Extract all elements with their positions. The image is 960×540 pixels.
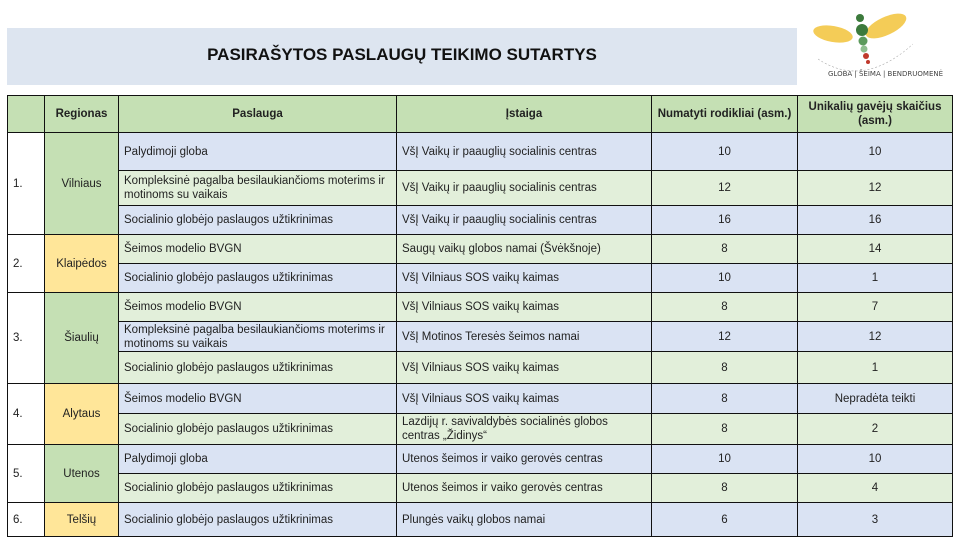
service-cell: Socialinio globėjo paslaugos užtikrinimas: [119, 352, 397, 384]
region-cell: Klaipėdos: [45, 235, 119, 293]
institution-cell: Plungės vaikų globos namai: [397, 503, 652, 537]
table-row: [8, 414, 953, 445]
table-row: [8, 264, 953, 293]
unique-cell: 10: [798, 445, 953, 474]
region-cell: Utenos: [45, 445, 119, 503]
institution-cell: VšĮ Vaikų ir paauglių socialinis centras: [397, 171, 652, 206]
region-cell: Šiaulių: [45, 293, 119, 384]
planned-cell: 16: [652, 206, 798, 235]
row-number: 5.: [8, 445, 45, 503]
header-institution: Įstaiga: [397, 96, 652, 133]
institution-cell: VšĮ Vilniaus SOS vaikų kaimas: [397, 384, 652, 414]
table-row: [8, 206, 953, 235]
institution-cell: VšĮ Vilniaus SOS vaikų kaimas: [397, 264, 652, 293]
planned-cell: 8: [652, 293, 798, 322]
table-row: [8, 384, 953, 414]
region-cell: Telšių: [45, 503, 119, 537]
table-row: [8, 352, 953, 384]
unique-cell: 3: [798, 503, 953, 537]
table-row: [8, 235, 953, 264]
unique-cell: 16: [798, 206, 953, 235]
planned-cell: 10: [652, 445, 798, 474]
unique-cell: 1: [798, 352, 953, 384]
institution-cell: Utenos šeimos ir vaiko gerovės centras: [397, 445, 652, 474]
service-cell: Socialinio globėjo paslaugos užtikrinimas: [119, 474, 397, 503]
table-row: [8, 133, 953, 171]
planned-cell: 10: [652, 264, 798, 293]
row-number: 1.: [8, 133, 45, 235]
unique-cell: 7: [798, 293, 953, 322]
planned-cell: 12: [652, 171, 798, 206]
planned-cell: 8: [652, 414, 798, 445]
service-cell: Kompleksinė pagalba besilaukiančioms moterims ir motinoms su vaikais: [119, 322, 397, 352]
unique-cell: 12: [798, 171, 953, 206]
header-unique: Unikalių gavėjų skaičius (asm.): [798, 96, 953, 133]
service-cell: Šeimos modelio BVGN: [119, 235, 397, 264]
planned-cell: 8: [652, 474, 798, 503]
service-cell: Palydimoji globa: [119, 445, 397, 474]
institution-cell: Lazdijų r. savivaldybės socialinės globos centras „Židinys“: [397, 414, 652, 445]
service-cell: Šeimos modelio BVGN: [119, 293, 397, 322]
institution-cell: VšĮ Vilniaus SOS vaikų kaimas: [397, 293, 652, 322]
service-cell: Socialinio globėjo paslaugos užtikrinimas: [119, 264, 397, 293]
unique-cell: 2: [798, 414, 953, 445]
planned-cell: 8: [652, 384, 798, 414]
header-number: [8, 96, 45, 133]
row-number: 4.: [8, 384, 45, 445]
unique-cell: 1: [798, 264, 953, 293]
header-region: Regionas: [45, 96, 119, 133]
service-cell: Socialinio globėjo paslaugos užtikrinimas: [119, 503, 397, 537]
planned-cell: 8: [652, 235, 798, 264]
institution-cell: VšĮ Vilniaus SOS vaikų kaimas: [397, 352, 652, 384]
row-number: 3.: [8, 293, 45, 384]
planned-cell: 6: [652, 503, 798, 537]
row-number: 6.: [8, 503, 45, 537]
planned-cell: 12: [652, 322, 798, 352]
title-banner: [7, 28, 797, 85]
unique-cell: 12: [798, 322, 953, 352]
svg-text:GLOBA | ŠEIMA | BENDRUOMENĖ: GLOBA | ŠEIMA | BENDRUOMENĖ: [828, 70, 944, 78]
table-row: [8, 171, 953, 206]
planned-cell: 8: [652, 352, 798, 384]
row-number: 2.: [8, 235, 45, 293]
service-cell: Šeimos modelio BVGN: [119, 384, 397, 414]
table-row: [8, 322, 953, 352]
unique-cell: 4: [798, 474, 953, 503]
table-row: [8, 474, 953, 503]
table-row: [8, 445, 953, 474]
region-cell: Alytaus: [45, 384, 119, 445]
table-row: [8, 503, 953, 537]
table-row: [8, 293, 953, 322]
service-cell: Socialinio globėjo paslaugos užtikrinimas: [119, 206, 397, 235]
institution-cell: Utenos šeimos ir vaiko gerovės centras: [397, 474, 652, 503]
region-cell: Vilniaus: [45, 133, 119, 235]
planned-cell: 10: [652, 133, 798, 171]
unique-cell: 10: [798, 133, 953, 171]
institution-cell: VšĮ Vaikų ir paauglių socialinis centras: [397, 206, 652, 235]
page-title: PASIRAŠYTOS PASLAUGŲ TEIKIMO SUTARTYS: [207, 45, 597, 64]
table-header-row: [8, 96, 953, 133]
institution-cell: Saugų vaikų globos namai (Švėkšnoje): [397, 235, 652, 264]
service-cell: Kompleksinė pagalba besilaukiančioms moterims ir motinoms su vaikais: [119, 171, 397, 206]
logo-icon: [808, 4, 944, 84]
unique-cell: Nepradėta teikti: [798, 384, 953, 414]
unique-cell: 14: [798, 235, 953, 264]
header-planned: Numatyti rodikliai (asm.): [652, 96, 798, 133]
contracts-table: [7, 95, 953, 537]
institution-cell: VšĮ Motinos Teresės šeimos namai: [397, 322, 652, 352]
service-cell: Socialinio globėjo paslaugos užtikrinimas: [119, 414, 397, 445]
header-service: Paslauga: [119, 96, 397, 133]
institution-cell: VšĮ Vaikų ir paauglių socialinis centras: [397, 133, 652, 171]
service-cell: Palydimoji globa: [119, 133, 397, 171]
